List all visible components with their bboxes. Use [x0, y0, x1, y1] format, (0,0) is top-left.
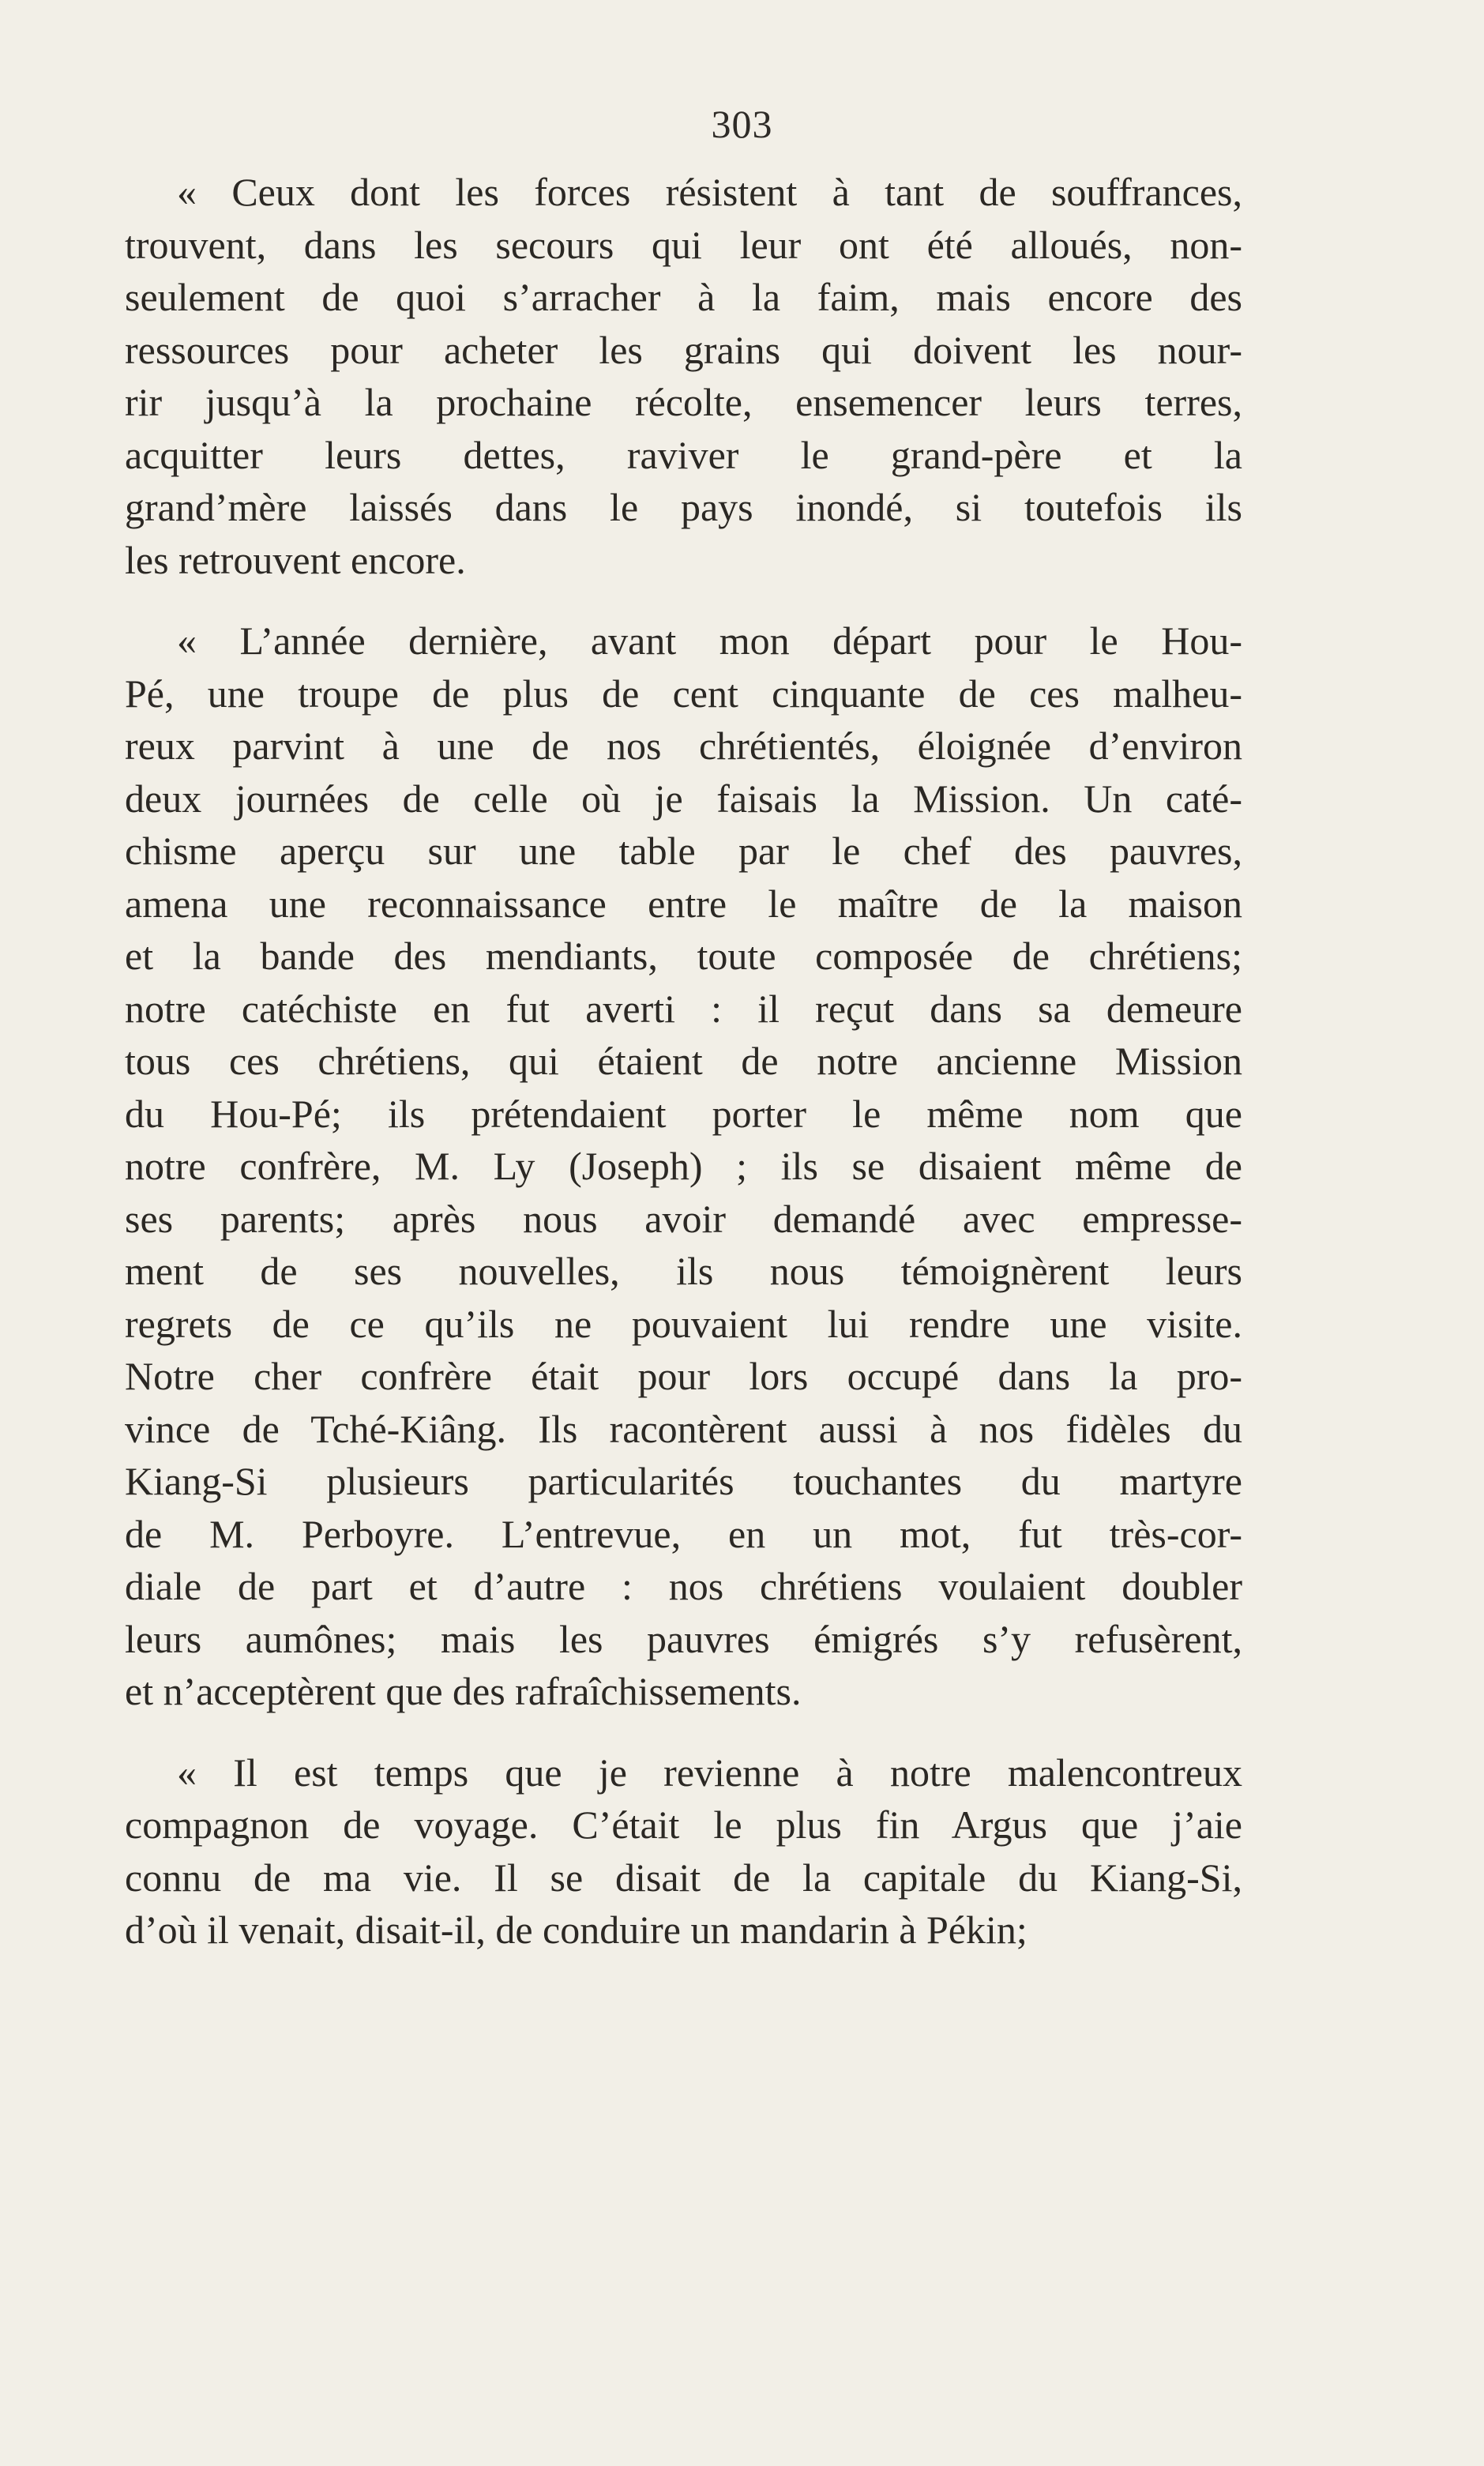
text-line: reux parvint à une de nos chrétientés, éloignée d’environ: [125, 724, 1242, 768]
text-line: et la bande des mendiants, toute composée de chrétiens;: [125, 934, 1242, 978]
text-line: regrets de ce qu’ils ne pouvaient lui rendre une visite.: [125, 1301, 1242, 1346]
paragraph: [125, 615, 1242, 1718]
text-line: ressources pour acheter les grains qui doivent les nour-: [125, 327, 1242, 372]
text-line: Notre cher confrère était pour lors occupé dans la pro-: [125, 1354, 1242, 1398]
text-line: ses parents; après nous avoir demandé avec empresse-: [125, 1196, 1242, 1241]
text-line: d’où il venait, disait-il, de conduire un mandarin à Pékin;: [125, 1908, 1028, 1952]
text-line: et n’acceptèrent que des rafraîchissements.: [125, 1669, 802, 1713]
paragraph: [125, 1746, 1242, 1957]
text-line: connu de ma vie. Il se disait de la capitale du Kiang-Si,: [125, 1855, 1242, 1900]
text-line: « L’année dernière, avant mon départ pour le Hou-: [177, 618, 1242, 663]
text-line: vince de Tché-Kiâng. Ils racontèrent aussi à nos fidèles du: [125, 1406, 1242, 1451]
text-line: seulement de quoi s’arracher à la faim, mais encore des: [125, 275, 1242, 319]
text-line: notre confrère, M. Ly (Joseph) ; ils se disaient même de: [125, 1144, 1242, 1188]
text-line: du Hou-Pé; ils prétendaient porter le même nom que: [125, 1091, 1242, 1136]
text-line: diale de part et d’autre : nos chrétiens voulaient doubler: [125, 1564, 1242, 1608]
text-line: acquitter leurs dettes, raviver le grand-père et la: [125, 432, 1242, 477]
text-line: leurs aumônes; mais les pauvres émigrés s’y refusèrent,: [125, 1616, 1242, 1661]
body-text: [125, 166, 1242, 1985]
text-line: notre catéchiste en fut averti : il reçut dans sa demeure: [125, 986, 1242, 1031]
text-line: Kiang-Si plusieurs particularités touchantes du martyre: [125, 1459, 1242, 1503]
text-line: « Ceux dont les forces résistent à tant de souffrances,: [177, 170, 1242, 214]
text-line: compagnon de voyage. C’était le plus fin Argus que j’aie: [125, 1803, 1242, 1847]
page-number: 303: [711, 102, 773, 146]
text-line: tous ces chrétiens, qui étaient de notre ancienne Mission: [125, 1039, 1242, 1083]
text-line: amena une reconnaissance entre le maître de la maison: [125, 881, 1242, 926]
text-line: trouvent, dans les secours qui leur ont été alloués, non-: [125, 222, 1242, 267]
text-line: Pé, une troupe de plus de cent cinquante de ces malheu-: [125, 671, 1242, 716]
text-line: grand’mère laissés dans le pays inondé, si toutefois ils: [125, 485, 1242, 529]
text-line: les retrouvent encore.: [125, 537, 466, 582]
paragraph: [125, 166, 1242, 586]
text-line: « Il est temps que je revienne à notre malencontreux: [177, 1750, 1242, 1795]
text-line: de M. Perboyre. L’entrevue, en un mot, fut très-cor-: [125, 1511, 1242, 1556]
text-line: ment de ses nouvelles, ils nous témoignèrent leurs: [125, 1249, 1242, 1293]
text-line: deux journées de celle où je faisais la Mission. Un caté-: [125, 776, 1242, 821]
text-line: rir jusqu’à la prochaine récolte, ensemencer leurs terres,: [125, 380, 1242, 424]
text-line: chisme aperçu sur une table par le chef des pauvres,: [125, 829, 1242, 873]
